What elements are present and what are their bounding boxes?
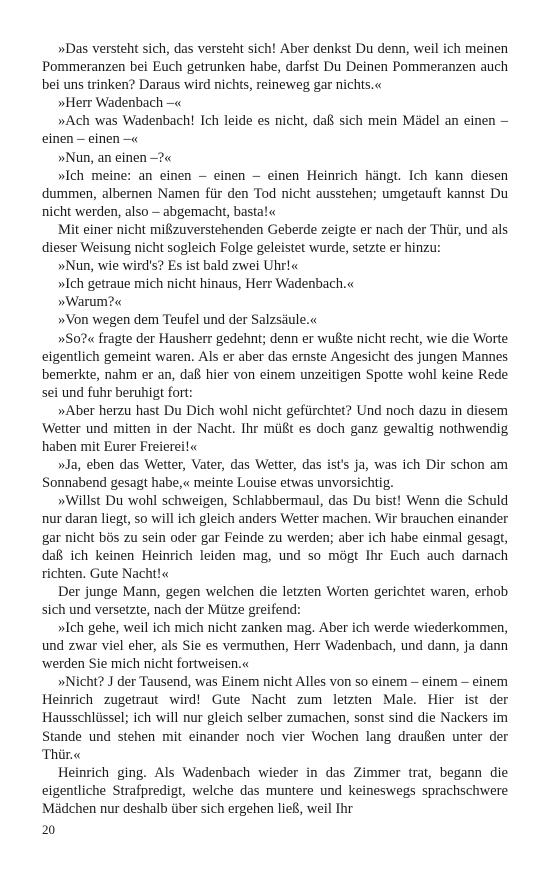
paragraph: »Herr Wadenbach –« (58, 95, 182, 112)
paragraph: »Willst Du wohl schweigen, Schlabbermaul, das Du bist! Wenn die Schuld nur daran liegt, so will ich gleich anders Wetter machen. Wir brauchen einander gar nicht bös zu sein oder gar Feinde zu werden; aber ich habe einmal gesagt, daß ich keinen Heinrich leiden mag, und so mögt Ihr Euch auch darnach richten. Gute Nacht!« (42, 493, 508, 582)
paragraph: Mit einer nicht mißzuverstehenden Geberde zeigte er nach der Thür, und als dieser Weisung nicht sogleich Folge geleistet wurde, setzte er hinzu: (42, 221, 508, 257)
paragraph: »Nun, wie wird's? Es ist bald zwei Uhr!« (58, 258, 299, 275)
paragraph: »Ja, eben das Wetter, Vater, das Wetter, das ist's ja, was ich Dir schon am Sonnabend gesagt habe,« meinte Louise etwas unvorsichtig. (42, 457, 508, 492)
paragraph: Der junge Mann, gegen welchen die letzten Worten gerichtet waren, erhob sich und versetzte, nach der Mütze greifend: (42, 583, 508, 618)
paragraph: »Aber herzu hast Du Dich wohl nicht gefürchtet? Und noch dazu in diesem Wetter und mitten in der Nacht. Ihr müßt es doch ganz gewaltig nothwendig haben mit Eurer Freierei!« (42, 402, 508, 456)
paragraph: »Ich getraue mich nicht hinaus, Herr Wadenbach.« (58, 276, 354, 293)
paragraph: »Ach was Wadenbach! Ich leide es nicht, daß sich mein Mädel an einen – einen – einen –« (42, 113, 508, 148)
paragraph: »Ich meine: an einen – einen – einen Heinrich hängt. Ich kann diesen dummen, albernen Namen für den Tod nicht ausstehen; umgetauft kannst Du nicht werden, also – abgemacht, basta!« (42, 167, 508, 220)
paragraph: »Nicht? J der Tausend, was Einem nicht Alles von so einem – einem – einem Heinrich zugetraut wird! Gute Nacht zum letzten Male. Hier ist der Hausschlüssel; ich will nur gleich selber zumachen, sonst sind die Nackers im Stande und stehen mit einander noch vier Wochen lang draußen unter der Thür.« (42, 674, 508, 763)
paragraph: »Ich gehe, weil ich mich nicht zanken mag. Aber ich werde wiederkommen, und zwar viel eher, als Sie es vermuthen, Herr Wadenbach, und dann, ja dann werden Sie mich nicht fortweisen.« (42, 620, 508, 673)
paragraph: »Nun, an einen –?« (58, 149, 172, 166)
paragraph: »Von wegen dem Teufel und der Salzsäule.« (58, 312, 318, 329)
page-number: 20 (42, 822, 55, 837)
paragraph: Heinrich ging. Als Wadenbach wieder in das Zimmer trat, begann die eigentliche Strafpredigt, welche das muntere und keineswegs sprachschwere Mädchen nur deshalb über sich ergehen ließ, weil Ihr (42, 764, 508, 817)
paragraph: »So?« fragte der Hausherr gedehnt; denn er wußte nicht recht, wie die Worte eigentlich gemeint waren. Als er aber das ernste Angesicht des jungen Mannes bemerkte, nahm er an, daß hier von einem unzeitigen Spotte wohl keine Rede sei und fuhr beruhigt fort: (42, 330, 508, 401)
paragraph: »Das versteht sich, das versteht sich! Aber denkst Du denn, weil ich meinen Pommeranzen bei Euch getrunken habe, darfst Du Deinen Pommeranzen auch bei uns trinken? Daraus wird nichts, reineweg gar nichts.« (42, 41, 508, 94)
paragraph: »Warum?« (58, 294, 122, 311)
body-text (42, 40, 508, 818)
